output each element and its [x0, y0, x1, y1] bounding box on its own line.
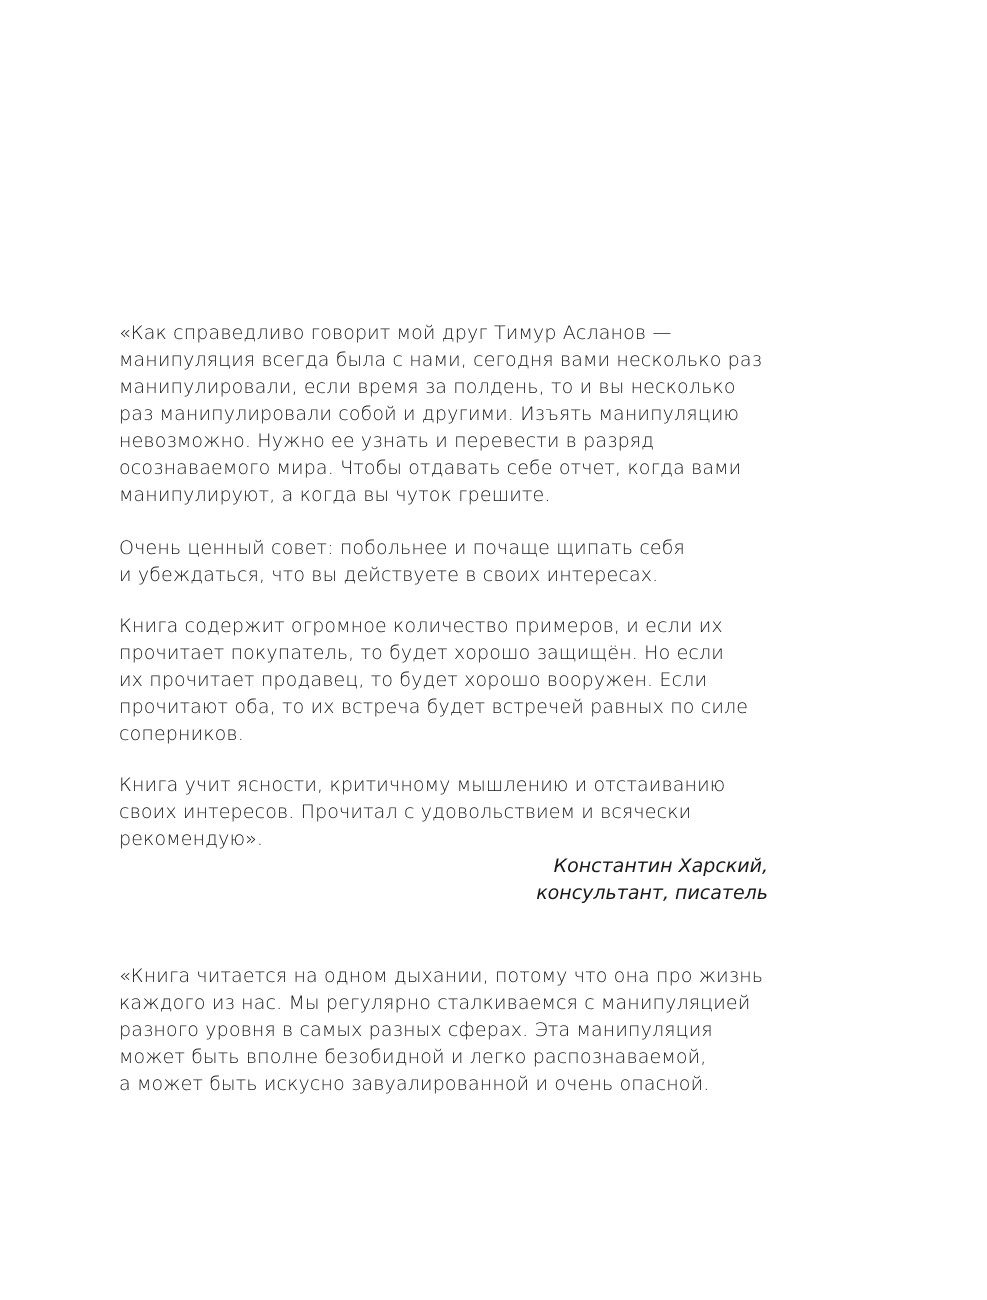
text-line: манипуляция всегда была с нами, сегодня вами несколько раз: [119, 349, 763, 371]
text-line: осознаваемого мира. Чтобы отдавать себе отчет, когда вами: [119, 457, 742, 479]
review1-attribution: [536, 853, 768, 907]
review2-paragraph-1: [119, 963, 779, 1098]
text-line: невозможно. Нужно ее узнать и перевести в разряд: [119, 430, 655, 452]
text-line: соперников.: [119, 723, 244, 745]
text-line: Книга учит ясности, критичному мышлению и отстаиванию: [119, 774, 726, 796]
text-line: прочитает покупатель, то будет хорошо защищён. Но если: [119, 642, 724, 664]
text-line: прочитают оба, то их встреча будет встречей равных по силе: [119, 696, 749, 718]
text-line: «Книга читается на одном дыхании, потому что она про жизнь: [119, 965, 764, 987]
text-line: их прочитает продавец, то будет хорошо вооружен. Если: [119, 669, 708, 691]
review1-paragraph-4: [119, 772, 779, 853]
text-line: манипулируют, а когда вы чуток грешите.: [119, 484, 551, 506]
text-line: Очень ценный совет: побольнее и почаще щипать себя: [119, 537, 685, 559]
text-line: раз манипулировали собой и другими. Изъять манипуляцию: [119, 403, 740, 425]
attribution-name: Константин Харский,: [553, 855, 768, 877]
review1-paragraph-3: [119, 613, 779, 748]
text-line: своих интересов. Прочитал с удовольствием и всячески: [119, 801, 692, 823]
text-line: и убеждаться, что вы действуете в своих интересах.: [119, 564, 659, 586]
text-line: «Как справедливо говорит мой друг Тимур Асланов —: [119, 322, 672, 344]
text-line: рекомендую».: [119, 828, 264, 850]
text-line: Книга содержит огромное количество примеров, и если их: [119, 615, 723, 637]
text-line: а может быть искусно завуалированной и очень опасной.: [119, 1073, 710, 1095]
text-line: каждого из нас. Мы регулярно сталкиваемся с манипуляцией: [119, 992, 751, 1014]
text-line: разного уровня в самых разных сферах. Эта манипуляция: [119, 1019, 713, 1041]
text-line: манипулировали, если время за полдень, то и вы несколько: [119, 376, 736, 398]
review1-paragraph-1: [119, 320, 779, 509]
review1-paragraph-2: [119, 535, 779, 589]
text-line: может быть вполне безобидной и легко распознаваемой,: [119, 1046, 707, 1068]
attribution-role: консультант, писатель: [536, 882, 768, 904]
